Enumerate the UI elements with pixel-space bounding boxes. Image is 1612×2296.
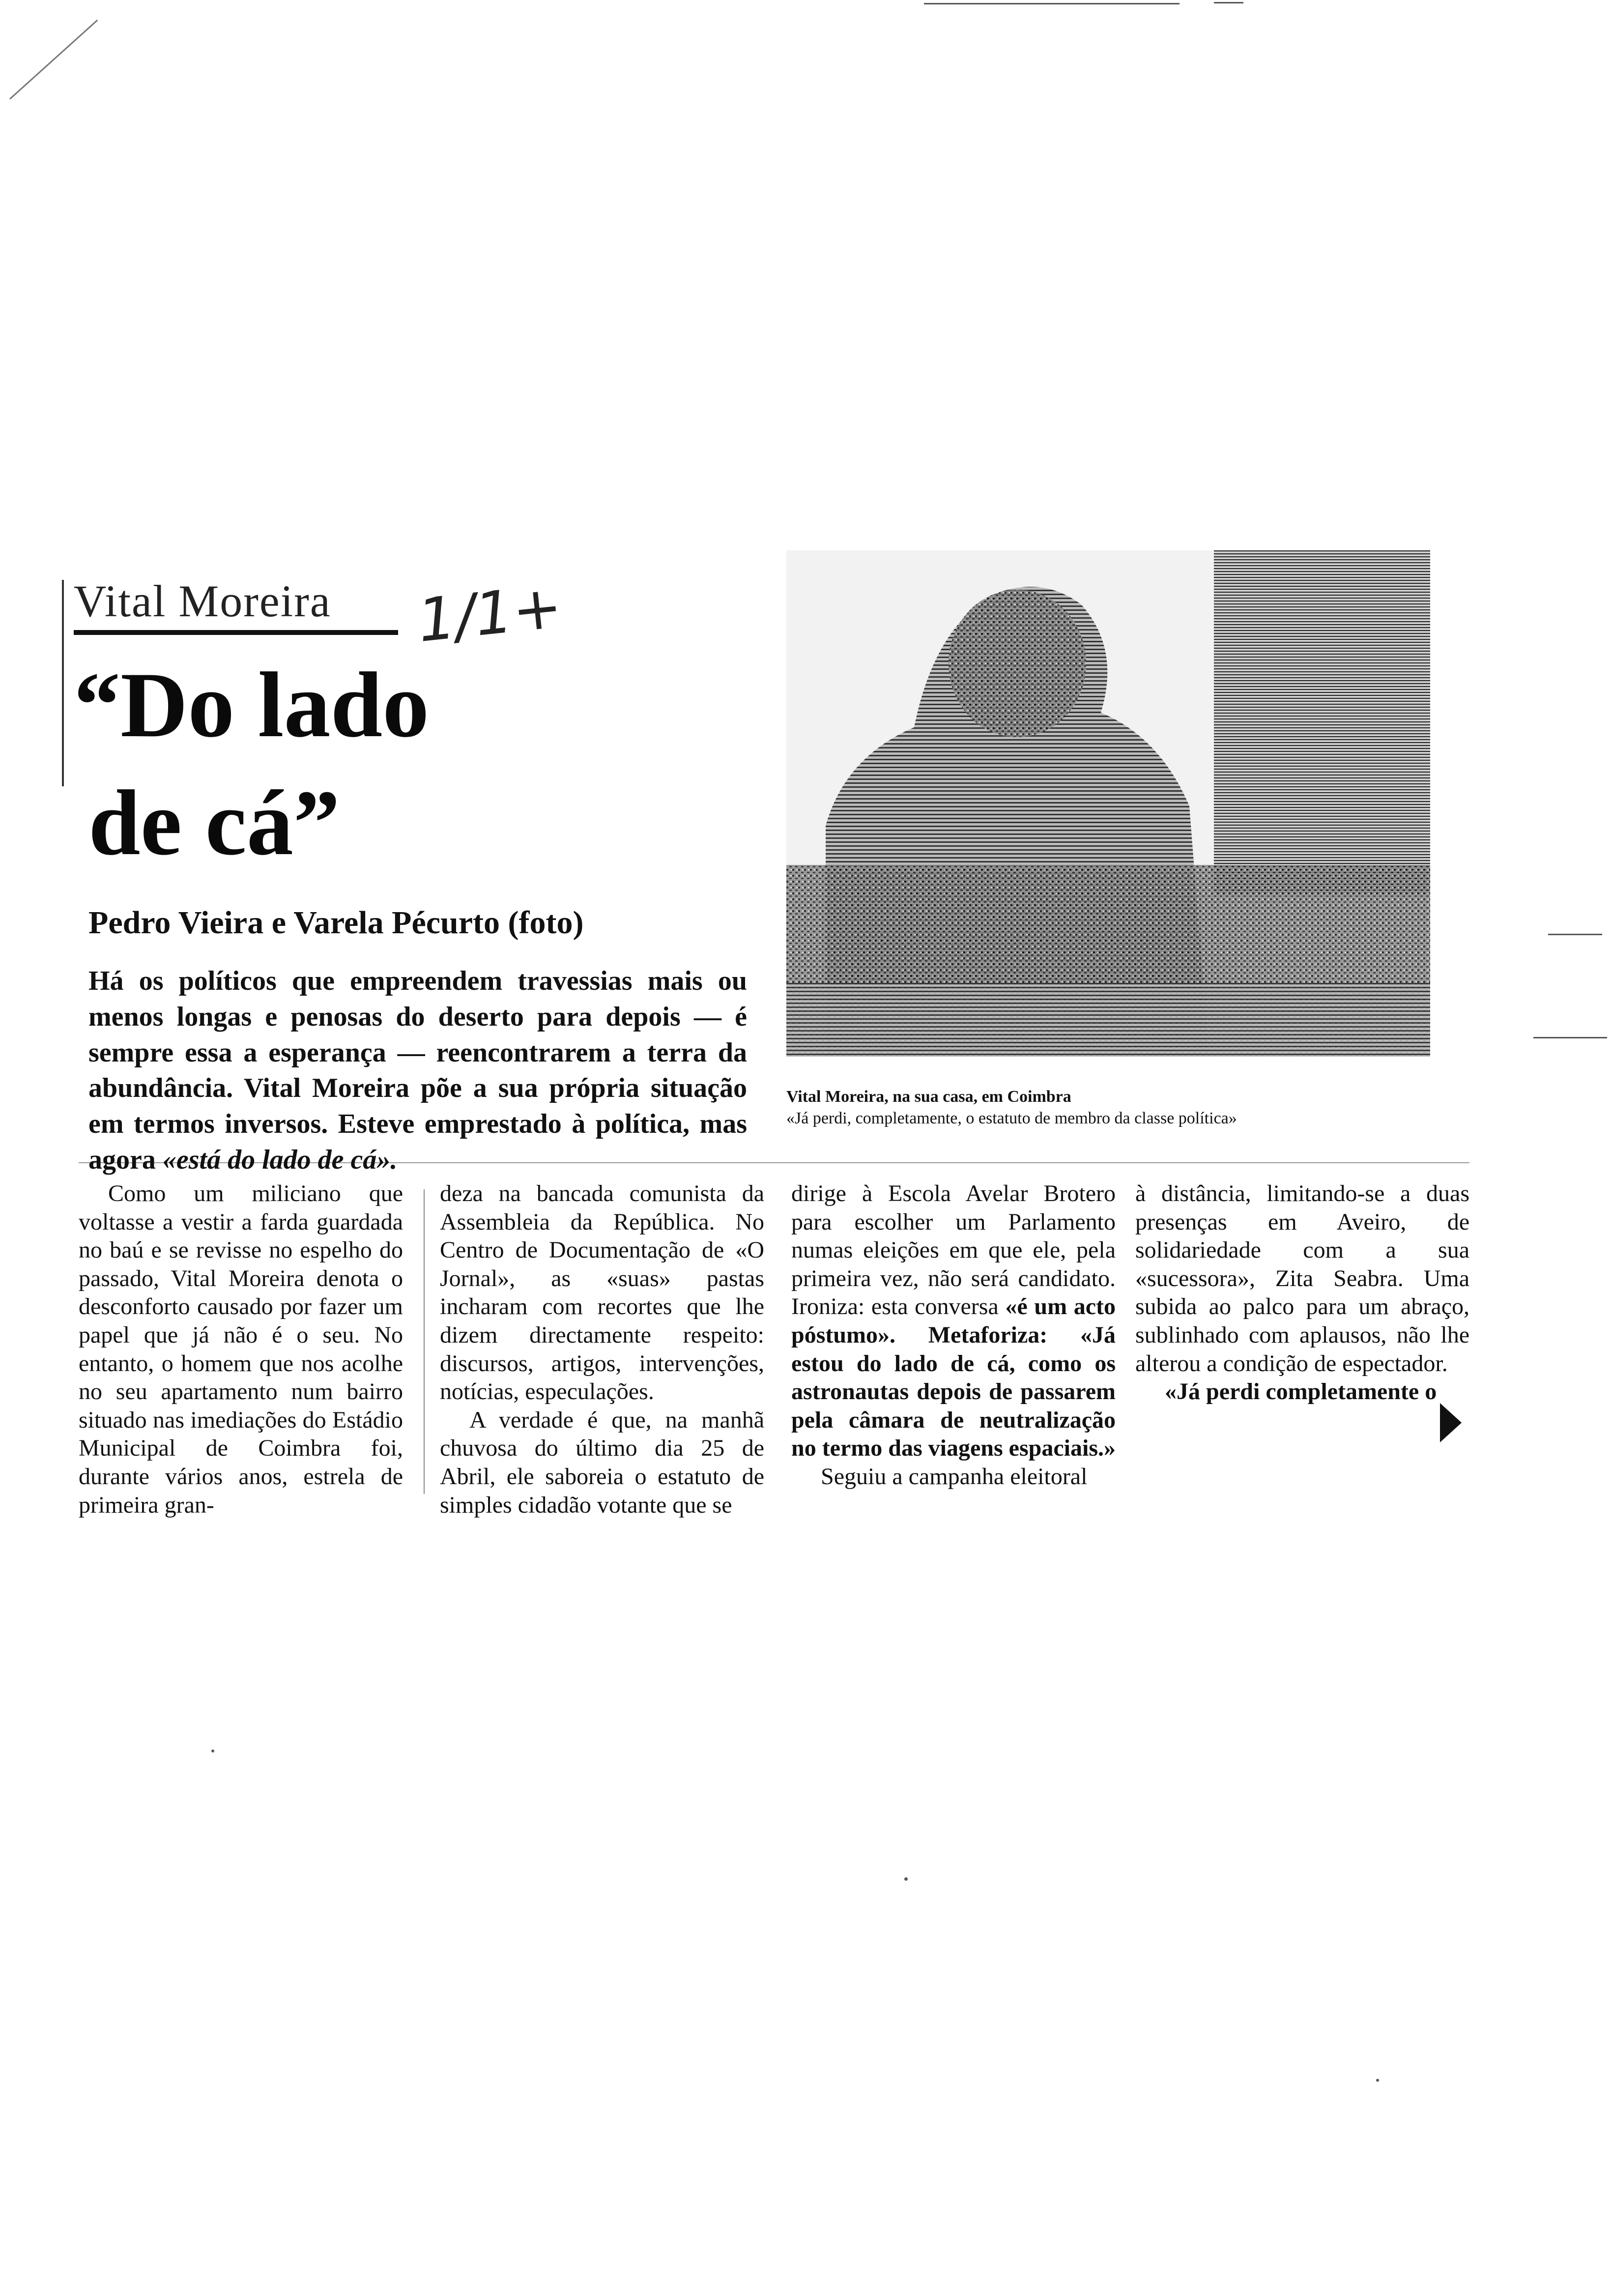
headline-line-2: de cá” — [88, 772, 340, 875]
lede-quote: «está do lado de cá». — [162, 1144, 398, 1175]
quote-text: «é um acto póstumo». Metaforiza: «Já estou do lado de cá, como os astronautas depois de passarem pela câmara de neutralização no termo das viagens espaciais.» — [791, 1293, 1116, 1462]
photo-vital-moreira — [786, 550, 1430, 1057]
body-column-1 — [79, 1179, 403, 1519]
photo-caption — [786, 1086, 1435, 1129]
kicker: Vital Moreira — [74, 576, 331, 626]
lede-text: Há os políticos que empreendem travessias mais ou menos longas e penosas do deserto para depois — é sempre essa a esperança — reencontrarem a terra da abundância. Vital Moreira põe a sua própria situação em termos inversos. Esteve emprestado à política, mas agora — [88, 966, 747, 1175]
body-column-4 — [1135, 1179, 1469, 1406]
paragraph — [791, 1179, 1116, 1463]
byline: Pedro Vieira e Varela Pécurto (foto) — [88, 905, 584, 941]
body-column-2 — [440, 1179, 764, 1519]
photo-image — [786, 550, 1430, 1057]
paragraph: A verdade é que, na manhã chuvosa do último dia 25 de Abril, ele saboreia o estatuto de simples cidadão votante que se — [440, 1406, 764, 1518]
paragraph: deza na bancada comunista da Assembleia da República. No Centro de Documentação de «O Jornal», as «suas» pastas incharam com recortes que lhe dizem directamente respeito: discursos, artigos, intervenções, notícias, especulações. — [440, 1180, 764, 1405]
column-rule — [424, 1189, 425, 1494]
paragraph: à distância, limitando-se a duas presenças em Aveiro, de solidariedade com a sua «sucessora», Zita Seabra. Uma subida ao palco para um abraço, sublinhado com aplausos, não lhe alterou a condição de espectador. — [1135, 1180, 1469, 1377]
paragraph: «Já perdi completamente o — [1165, 1378, 1437, 1405]
lede-paragraph — [88, 963, 747, 1178]
handwritten-annotation: 1/1+ — [414, 573, 566, 656]
paragraph-text: dirige à Escola Avelar Brotero para escolher um Parlamento numas eleições em que ele, pela primeira vez, não será candidato. Ironiza: esta conversa — [791, 1180, 1116, 1320]
paragraph: Seguiu a campanha eleitoral — [821, 1463, 1088, 1490]
caption-title: Vital Moreira, na sua casa, em Coimbra — [786, 1088, 1071, 1106]
scan-mark — [9, 20, 98, 100]
headline-line-1: “Do lado — [74, 654, 430, 757]
body-column-3 — [791, 1179, 1116, 1491]
kicker-rule — [74, 630, 398, 635]
paragraph: Como um miliciano que voltasse a vestir a farda guardada no baú e se revisse no espelho do passado, Vital Moreira denota o desconforto causado por fazer um papel que já não é o seu. No entanto, o homem que nos acolhe no seu apartamento num bairro situado nas imediações do Estádio Municipal de Coimbra foi, durante vários anos, estrela de primeira gran- — [79, 1180, 403, 1518]
caption-quote: «Já perdi, completamente, o estatuto de membro da classe política» — [786, 1109, 1237, 1128]
column-rule — [62, 580, 64, 786]
continue-arrow-icon — [1440, 1403, 1462, 1442]
